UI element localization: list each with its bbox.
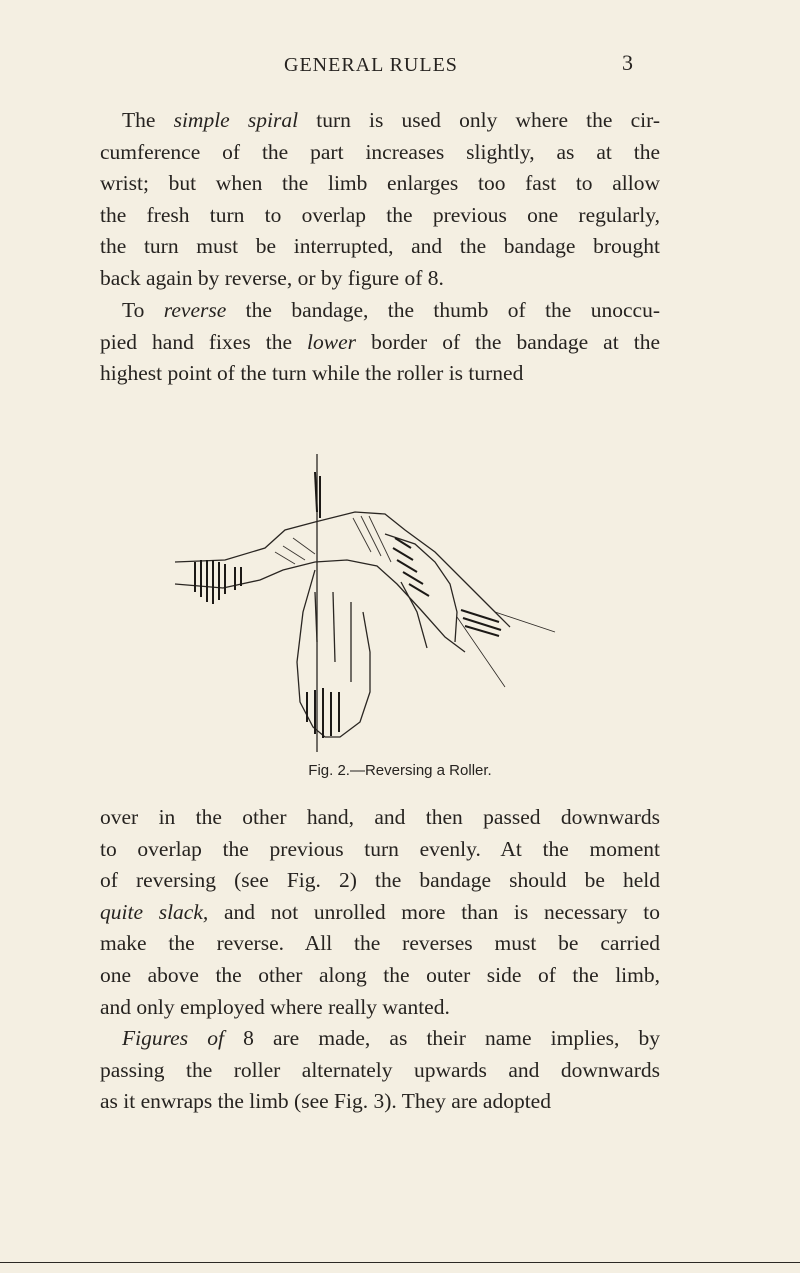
- text-line: the fresh turn to overlap the previous one regularly,: [100, 202, 660, 227]
- text-line: quite slack, and not unrolled more than is necessary to: [100, 899, 660, 924]
- figure-caption: Fig. 2.—Reversing a Roller.: [308, 762, 492, 779]
- paragraph-reverse: [100, 295, 660, 390]
- text-line: and only employed where really wanted.: [100, 994, 450, 1019]
- text-line: Figures of 8 are made, as their name implies, by: [122, 1026, 660, 1050]
- text-line: make the reverse. All the reverses must be carried: [100, 931, 660, 956]
- text-line: cumference of the part increases slightly, as at the: [100, 139, 660, 164]
- paragraph-simple-spiral: [100, 105, 660, 295]
- text-line: pied hand fixes the lower border of the bandage at the: [100, 329, 660, 354]
- text-line: back again by reverse, or by figure of 8.: [100, 265, 444, 290]
- text-line: the turn must be interrupted, and the bandage brought: [100, 234, 660, 259]
- text-line: as it enwraps the limb (see Fig. 3). They are adopted: [100, 1089, 551, 1114]
- text-line: passing the roller alternately upwards and downwards: [100, 1057, 660, 1082]
- page-header: [0, 50, 800, 84]
- text-line: wrist; but when the limb enlarges too fast to allow: [100, 171, 660, 196]
- paragraph-reversing-procedure: [100, 802, 660, 1023]
- text-line: to overlap the previous turn evenly. At the moment: [100, 836, 660, 861]
- text-line: highest point of the turn while the roller is turned: [100, 361, 524, 386]
- text-line: The simple spiral turn is used only where the cir-: [122, 108, 660, 132]
- text-line: To reverse the bandage, the thumb of the unoccu-: [122, 298, 661, 322]
- page-bottom-edge: [0, 1262, 800, 1263]
- page-number: 3: [622, 50, 633, 75]
- running-head: GENERAL RULES: [284, 54, 458, 76]
- text-line: one above the other along the outer side of the limb,: [100, 962, 660, 987]
- text-line: over in the other hand, and then passed downwards: [100, 805, 660, 829]
- paragraph-figures-of-8: [100, 1023, 660, 1118]
- text-line: of reversing (see Fig. 2) the bandage should be held: [100, 868, 660, 893]
- bandaged-hand-reversing-roller-illustration: [165, 452, 565, 757]
